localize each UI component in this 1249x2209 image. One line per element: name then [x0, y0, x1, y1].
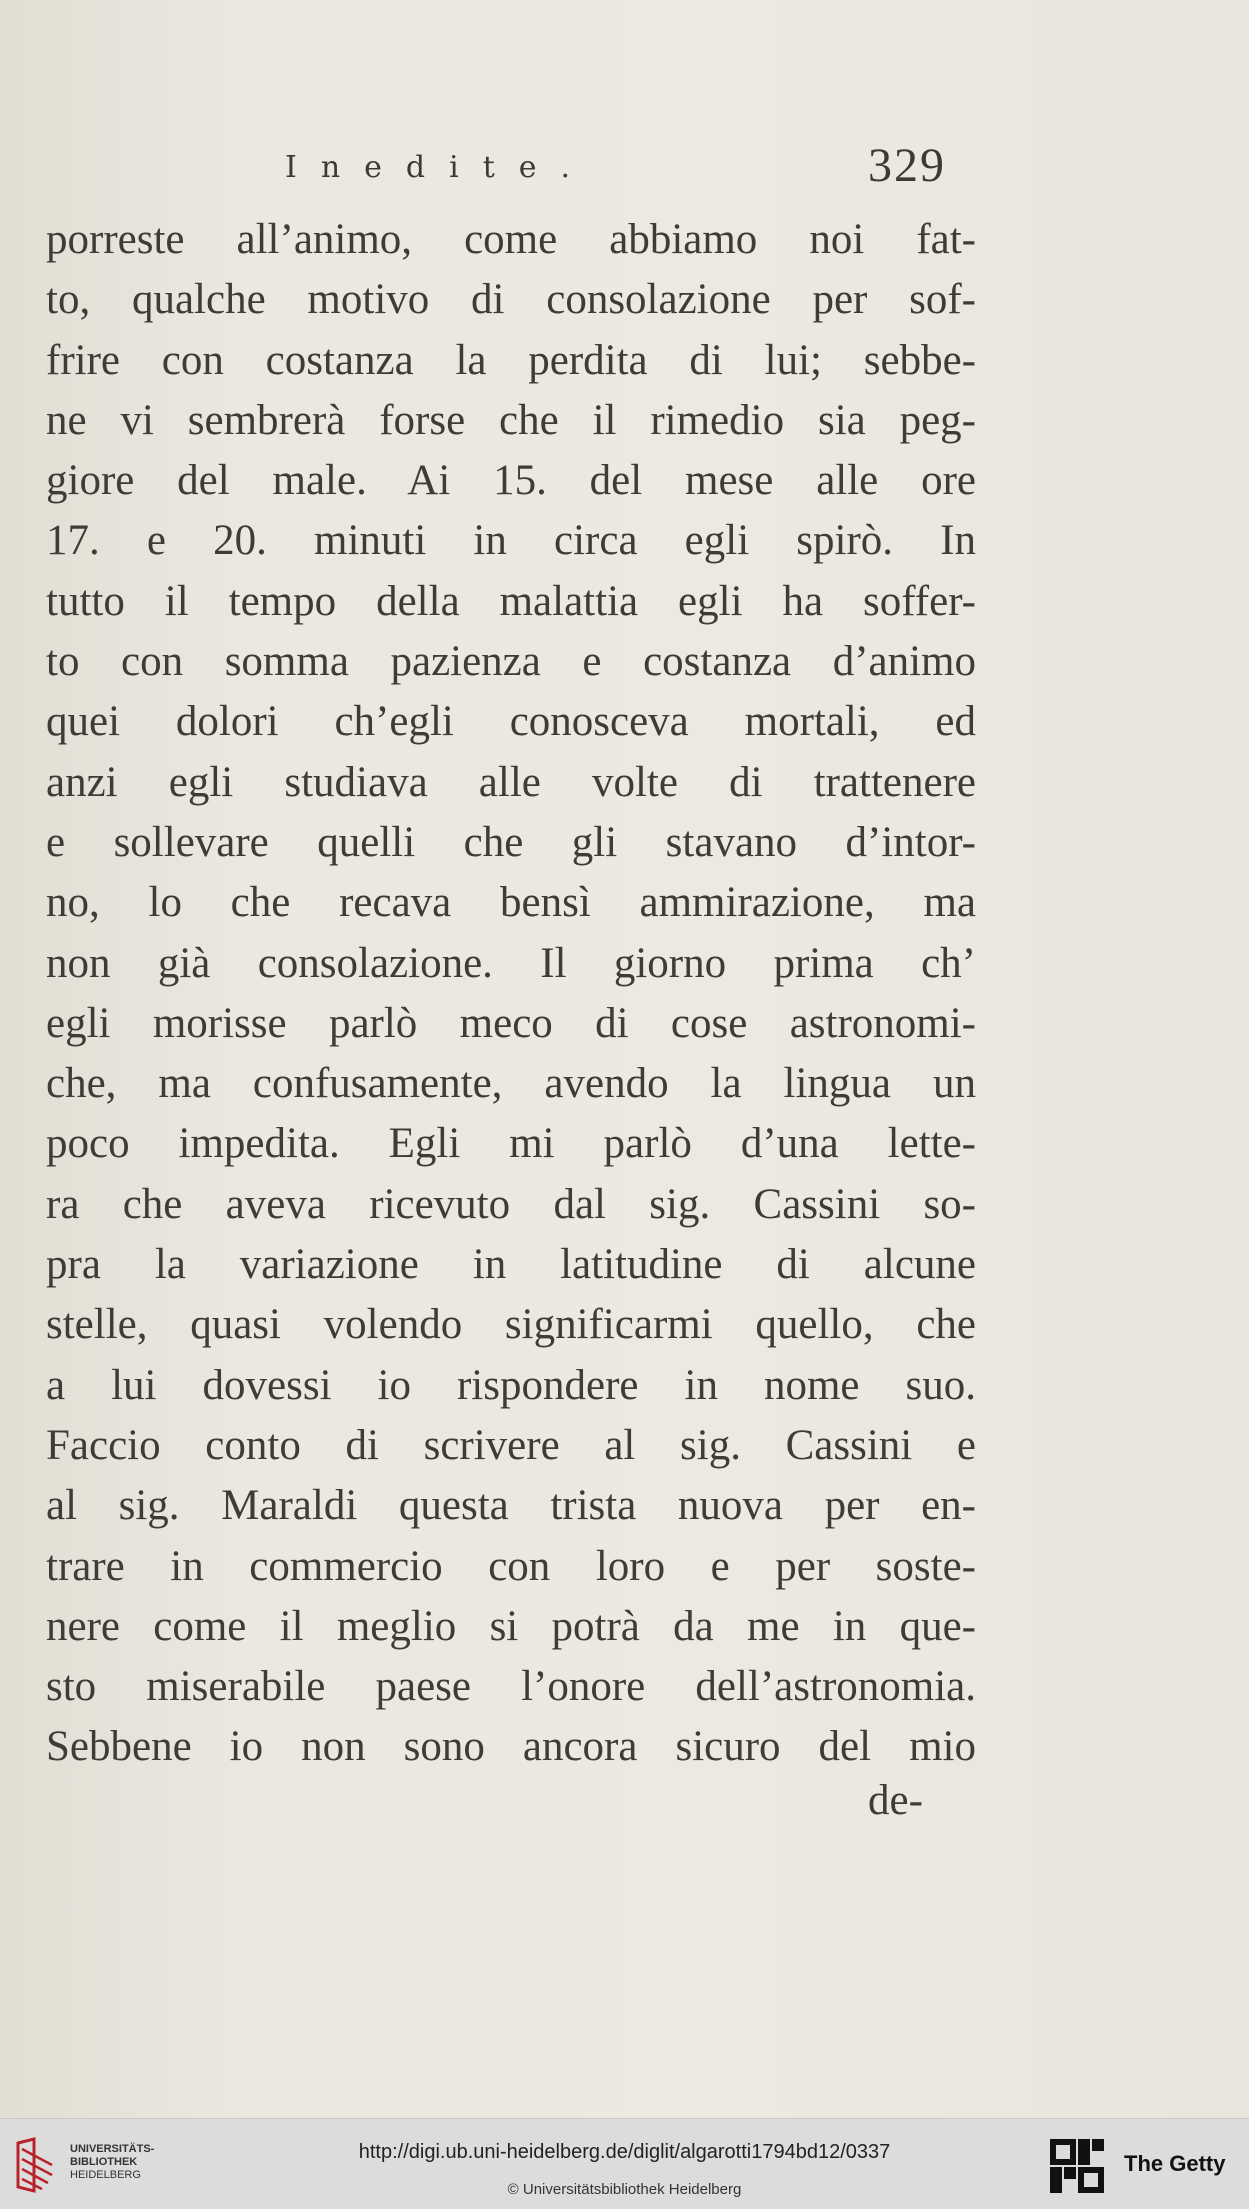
getty-logo-icon: [1048, 2137, 1106, 2195]
text-line: stelle, quasi volendo significarmi quello, che: [46, 1301, 976, 1349]
library-name-line: HEIDELBERG: [70, 2169, 141, 2181]
text-line: che, ma confusamente, avendo la lingua un: [46, 1060, 976, 1108]
text-line: to con somma pazienza e costanza d’animo: [46, 638, 976, 686]
library-name-line: UNIVERSITÄTS-: [70, 2143, 155, 2155]
body-text: [46, 210, 976, 1778]
page-number: 329: [868, 139, 946, 192]
text-line: ne vi sembrerà forse che il rimedio sia peg-: [46, 396, 976, 444]
text-line: porreste all’animo, come abbiamo noi fat-: [46, 216, 976, 263]
text-line: pra la variazione in latitudine di alcune: [46, 1241, 976, 1289]
text-line: trare in commercio con loro e per soste-: [46, 1542, 976, 1590]
text-line: anzi egli studiava alle volte di trattenere: [46, 758, 976, 806]
text-line: poco impedita. Egli mi parlò d’una lette-: [46, 1120, 976, 1168]
text-line: ra che aveva ricevuto dal sig. Cassini so-: [46, 1180, 976, 1228]
text-line: no, lo che recava bensì ammirazione, ma: [46, 879, 976, 927]
text-line: giore del male. Ai 15. del mese alle ore: [46, 457, 976, 505]
text-line: to, qualche motivo di consolazione per sof-: [46, 276, 976, 324]
copyright-notice: © Universitätsbibliothek Heidelberg: [507, 2181, 742, 2198]
text-line: tutto il tempo della malattia egli ha soffer-: [46, 577, 976, 625]
running-head: Inedite.: [285, 150, 595, 185]
text-line: quei dolori ch’egli conosceva mortali, ed: [46, 698, 976, 746]
text-line: frire con costanza la perdita di lui; sebbe-: [46, 336, 976, 384]
text-line: egli morisse parlò meco di cose astronomi-: [46, 999, 976, 1047]
library-name-line: BIBLIOTHEK: [70, 2156, 138, 2168]
partner-name: The Getty: [1124, 2151, 1226, 2176]
text-line: Sebbene io non sono ancora sicuro del mio: [46, 1723, 976, 1771]
catchword: de-: [868, 1777, 923, 1824]
text-line: 17. e 20. minuti in circa egli spirò. In: [46, 517, 976, 565]
text-line: nere come il meglio si potrà da me in que-: [46, 1602, 976, 1650]
permalink-url[interactable]: http://digi.ub.uni-heidelberg.de/diglit/algarotti1794bd12/0337: [358, 2141, 891, 2163]
footer-bar: [0, 2118, 1249, 2209]
text-line: Faccio conto di scrivere al sig. Cassini e: [46, 1421, 976, 1469]
text-line: sto miserabile paese l’onore dell’astronomia.: [46, 1663, 976, 1711]
text-line: al sig. Maraldi questa trista nuova per en-: [46, 1482, 976, 1530]
text-line: e sollevare quelli che gli stavano d’intor-: [46, 818, 976, 866]
text-line: a lui dovessi io rispondere in nome suo.: [46, 1361, 976, 1409]
text-line: non già consolazione. Il giorno prima ch’: [46, 939, 976, 987]
page-header: [0, 138, 1249, 198]
